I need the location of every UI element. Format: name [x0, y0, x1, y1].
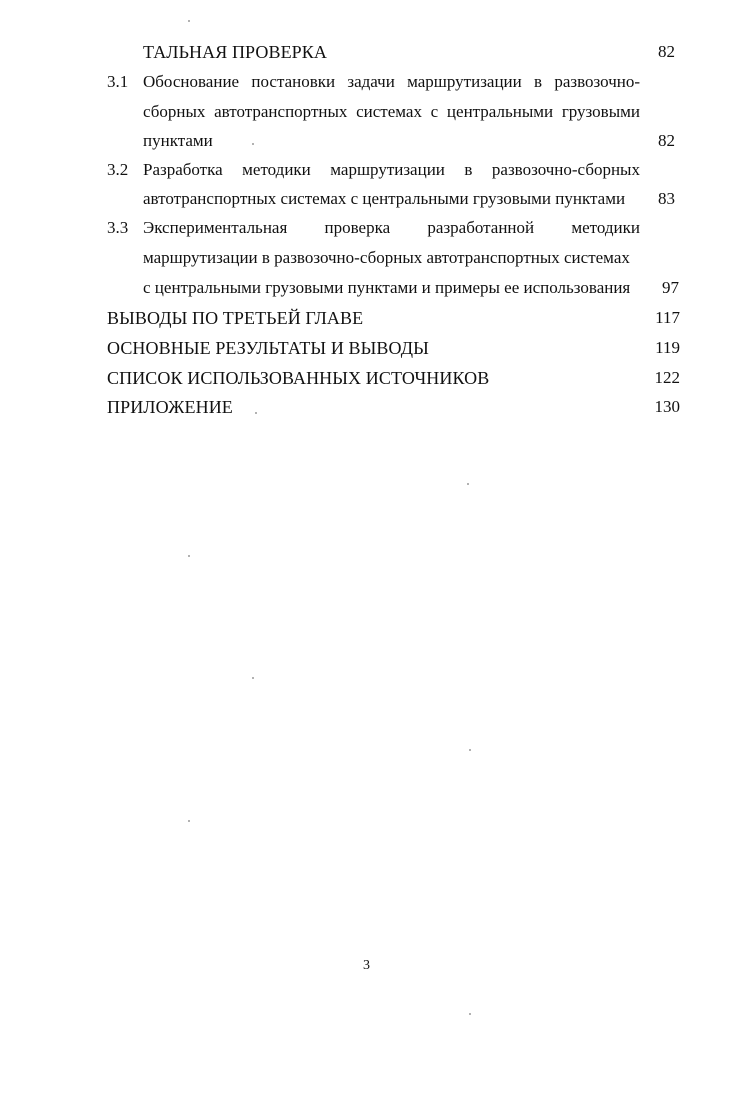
section-title-line: [143, 103, 640, 120]
toc-heading: СПИСОК ИСПОЛЬЗОВАННЫХ ИСТОЧНИКОВ: [107, 368, 490, 388]
title-word: автотранспортных: [214, 102, 348, 121]
toc-page-number: 122: [654, 368, 680, 387]
title-word: задачи: [347, 72, 395, 91]
section-title-line: автотранспортных системах с центральными грузовыми пунктами: [143, 189, 626, 208]
scan-speck: [188, 820, 190, 822]
title-word: центральными: [446, 102, 554, 121]
toc-page-number: 119: [655, 338, 680, 357]
section-title-line: пунктами: [143, 131, 213, 150]
scan-speck: [252, 143, 254, 145]
toc-continued-heading: ТАЛЬНАЯ ПРОВЕРКА: [143, 42, 327, 62]
toc-page-number: 82: [658, 42, 675, 61]
toc-heading: ОСНОВНЫЕ РЕЗУЛЬТАТЫ И ВЫВОДЫ: [107, 338, 429, 358]
toc-heading: ВЫВОДЫ ПО ТРЕТЬЕЙ ГЛАВЕ: [107, 308, 364, 328]
title-word: в: [464, 160, 473, 179]
title-word: Обоснование: [143, 72, 240, 91]
title-word: с: [430, 102, 439, 121]
section-title-line: с центральными грузовыми пунктами и примеры ее использования: [143, 278, 631, 297]
section-number: 3.3: [107, 218, 129, 237]
section-title-line: [143, 73, 640, 90]
title-word: проверка: [324, 218, 391, 237]
title-word: методики: [242, 160, 311, 179]
title-word: грузовыми: [561, 102, 640, 121]
section-title-line: [143, 161, 640, 178]
title-word: маршрутизации: [407, 72, 522, 91]
title-word: Разработка: [143, 160, 223, 179]
scan-speck: [252, 677, 254, 679]
title-word: маршрутизации: [330, 160, 445, 179]
title-word: постановки: [251, 72, 336, 91]
title-word: Экспериментальная: [143, 218, 288, 237]
section-number: 3.1: [107, 72, 129, 91]
toc-page-number: 97: [662, 278, 679, 297]
toc-page-number: 130: [654, 397, 680, 416]
page-number: 3: [363, 958, 370, 973]
title-word: разработанной: [427, 218, 535, 237]
section-title-line: [143, 219, 640, 236]
title-word: системах: [356, 102, 422, 121]
scan-speck: [469, 1013, 471, 1015]
toc-page-number: 83: [658, 189, 675, 208]
toc-heading: ПРИЛОЖЕНИЕ: [107, 397, 233, 417]
section-title-line: маршрутизации в развозочно-сборных автотранспортных системах: [143, 248, 630, 267]
scan-speck: [255, 412, 257, 414]
toc-page-number: 82: [658, 131, 675, 150]
title-word: развозочно-: [554, 72, 640, 91]
title-word: сборных: [143, 102, 206, 121]
scan-speck: [188, 555, 190, 557]
section-number: 3.2: [107, 160, 129, 179]
scan-speck: [467, 483, 469, 485]
scan-speck: [469, 749, 471, 751]
toc-page-number: 117: [655, 308, 680, 327]
scan-speck: [188, 20, 190, 22]
title-word: методики: [571, 218, 640, 237]
title-word: развозочно-сборных: [491, 160, 640, 179]
title-word: в: [534, 72, 543, 91]
